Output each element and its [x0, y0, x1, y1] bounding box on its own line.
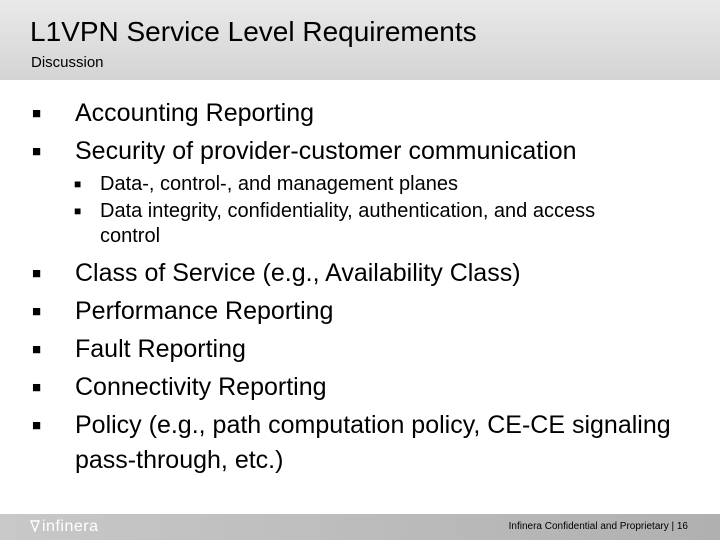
slide-header: [0, 0, 720, 80]
bullet-text: Accounting Reporting: [75, 99, 315, 127]
slide-subtitle: Discussion: [31, 54, 104, 71]
sub-bullet-text: Data-, control-, and management planes: [100, 173, 458, 195]
bullet-marker: ■: [32, 379, 42, 396]
sub-bullet-marker: ■: [74, 204, 82, 218]
bullet-text: Policy (e.g., path computation policy, CE-CE signaling pass-through, etc.): [75, 411, 671, 474]
bullet-marker: ■: [32, 143, 42, 160]
slide-title: L1VPN Service Level Requirements: [30, 16, 477, 47]
bullet-marker: ■: [32, 417, 42, 434]
sub-bullet-marker: ■: [74, 177, 82, 191]
bullet-marker: ■: [32, 105, 42, 122]
logo-text: infinera: [42, 518, 99, 535]
confidential-notice: Infinera Confidential and Proprietary | 16: [508, 521, 688, 532]
slide-footer: [0, 514, 720, 540]
bullet-text: Fault Reporting: [75, 335, 246, 363]
sub-bullet-text: Data integrity, confidentiality, authentication, and access control: [100, 200, 596, 247]
bullet-text: Security of provider-customer communication: [75, 137, 577, 165]
bullet-marker: ■: [32, 265, 42, 282]
infinera-logo: [30, 518, 98, 536]
bullet-text: Performance Reporting: [75, 297, 334, 325]
bullet-text: Connectivity Reporting: [75, 373, 327, 401]
bullet-marker: ■: [32, 341, 42, 358]
bullet-text: Class of Service (e.g., Availability Class): [75, 259, 521, 287]
bullet-marker: ■: [32, 303, 42, 320]
infinera-logo-icon: [30, 518, 40, 534]
